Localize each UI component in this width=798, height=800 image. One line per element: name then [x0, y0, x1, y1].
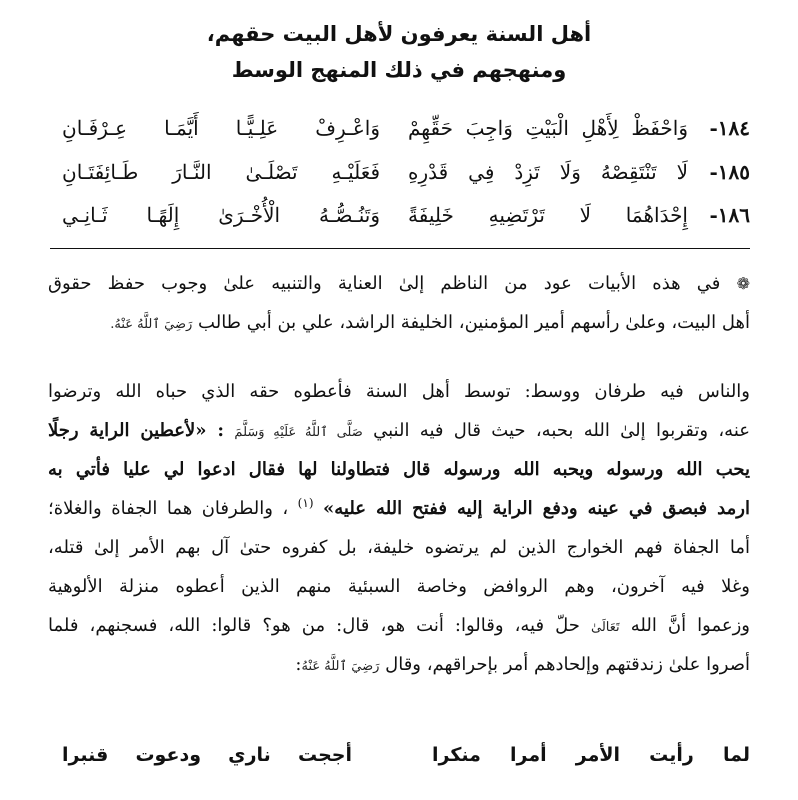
hadith-text: يحب الله ورسوله ويحبه الله ورسوله قال فتطاولنا لها فقال ادعوا لي عليا فأتي به	[48, 459, 750, 480]
verse-number: ١٨٥-	[709, 160, 750, 184]
paragraph-text: :	[295, 654, 302, 675]
quoted-verse	[50, 744, 750, 780]
honorific-text: صَلَّى ٱللَّهُ عَلَيْهِ وَسَلَّمَ	[234, 425, 363, 440]
verse-184	[50, 116, 750, 150]
verse-number: ١٨٦-	[709, 203, 750, 227]
section-divider	[50, 248, 750, 249]
hadith-text: ارمد فبصق في عينه ودفع الراية إليه ففتح الله عليه»	[322, 498, 750, 519]
paragraph-text: وغلا فيه آخرون، وهم الروافض وخاصة السبئية منهم الذين أعطوه منزلة الألوهية	[48, 576, 750, 597]
paragraph-line	[48, 450, 750, 489]
verse-number: ١٨٤-	[709, 116, 750, 140]
paragraph-text: ، والطرفان هما الجفاة والغلاة؛	[48, 498, 289, 519]
verse-second-hemistich: فَعَلَيْـهِ تَصْلَـىٰ النَّـارَ طَـائِفَتَـانِ	[62, 160, 380, 184]
verse-first-hemistich: لَا تَنْتَقِصْهُ وَلَا تَزِدْ فِي قَدْرِهِ	[408, 160, 688, 184]
paragraph-line	[48, 606, 750, 645]
paragraph-line	[48, 264, 750, 303]
paragraph-text: أهل البيت، وعلىٰ رأسهم أمير المؤمنين، الخليفة الراشد، علي بن أبي طالب	[198, 312, 750, 333]
paragraph-line	[48, 489, 750, 528]
honorific-text: رَضِيَ ٱللَّهُ عَنْهُ.	[110, 317, 193, 332]
verse-second-hemistich: وَاعْـرِفْ عَلِـيًّـا أَيَّمَـا عِـرْفَـانِ	[62, 116, 380, 140]
paragraph-text: أصروا علىٰ زندقتهم وإلحادهم أمر بإحراقهم، وقال	[385, 654, 750, 675]
verse-185	[50, 160, 750, 194]
quoted-verse-first-hemistich: لما رأيت الأمر أمرا منكرا	[432, 744, 750, 766]
honorific-text: تَعَالَىٰ	[590, 620, 620, 635]
verse-first-hemistich: وَاحْفَظْ لِأَهْلِ الْبَيْتِ وَاجِبَ حَقِّهِمْ	[408, 116, 688, 140]
paragraph-line	[48, 645, 750, 684]
paragraph-line	[48, 372, 750, 411]
paragraph-line	[48, 303, 750, 342]
verse-186	[50, 203, 750, 237]
paragraph-text: عنه، وتقربوا إلىٰ الله بحبه، حيث قال فيه النبي	[373, 420, 750, 441]
hadith-text: : «لأعطين الراية رجلًا	[48, 420, 225, 441]
paragraph-line	[48, 567, 750, 606]
commentary-paragraph-1	[48, 264, 750, 342]
section-title-line-2: ومنهجهم في ذلك المنهج الوسط	[231, 58, 567, 82]
paragraph-text: حلّ فيه، وقالوا: أنت هو، قال: من هو؟ قالوا: الله، فسجنهم، فلما	[48, 615, 580, 636]
flower-ornament-icon: ❁	[736, 274, 750, 293]
paragraph-text: وزعموا أنَّ الله	[630, 615, 750, 636]
paragraph-text: في هذه الأبيات عود من الناظم إلىٰ العناية والتنبيه علىٰ وجوب حفظ حقوق	[48, 273, 721, 294]
quoted-verse-second-hemistich: أججت ناري ودعوت قنبرا	[62, 744, 352, 766]
footnote-marker: (١)	[297, 496, 314, 510]
honorific-text: رَضِيَ ٱللَّهُ عَنْهُ	[301, 659, 380, 674]
paragraph-text: أما الجفاة فهم الخوارج الذين لم يرتضوه خليفة، بل كفروه حتىٰ آل بهم الأمر إلىٰ قتله،	[48, 537, 750, 558]
paragraph-line	[48, 411, 750, 450]
section-title-line-1: أهل السنة يعرفون لأهل البيت حقهم،	[206, 22, 592, 46]
commentary-paragraph-2	[48, 372, 750, 684]
paragraph-line	[48, 528, 750, 567]
paragraph-text: والناس فيه طرفان ووسط: توسط أهل السنة فأعطوه حقه الذي حباه الله وترضوا	[48, 381, 750, 402]
verse-first-hemistich: إِحْدَاهُمَا لَا تَرْتَضِيهِ خَلِيفَةً	[408, 203, 688, 227]
verse-second-hemistich: وَتَنُـصُّـهُ الْأُخْـرَىٰ إِلَهًـا ثَـانِـي	[62, 203, 380, 227]
